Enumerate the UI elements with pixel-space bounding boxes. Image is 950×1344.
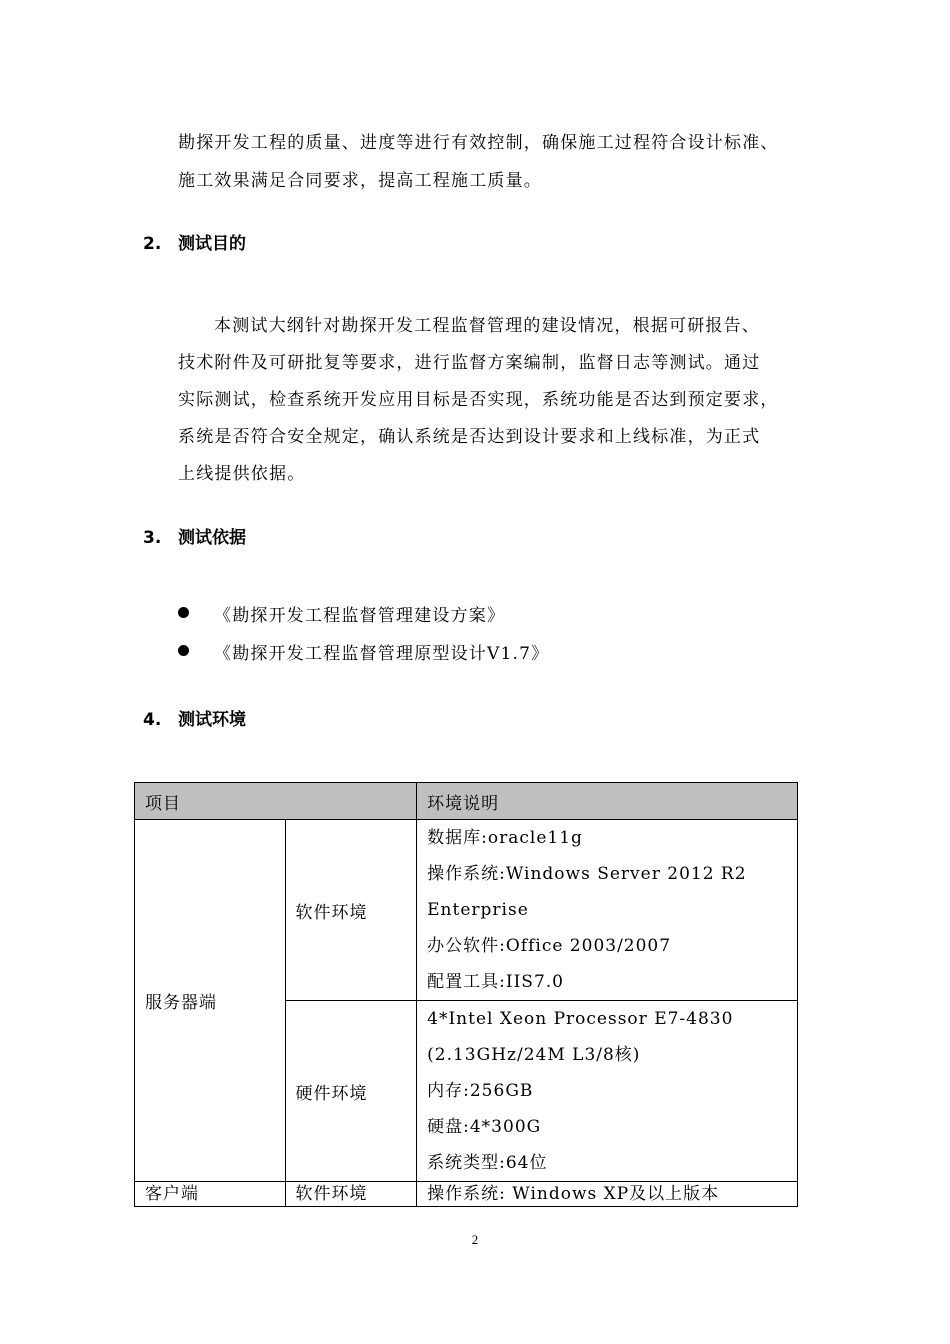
server-hardware-line: 内存:256GB — [427, 1081, 534, 1101]
header-desc: 环境说明 — [417, 783, 798, 820]
table-row — [135, 1182, 798, 1207]
bullet-dot-icon — [178, 645, 189, 656]
server-hardware-line: 系统类型:64位 — [427, 1153, 548, 1173]
server-hardware-line: 硬盘:4*300G — [427, 1117, 542, 1137]
basis-item-1: 《勘探开发工程监督管理建设方案》 — [214, 606, 506, 626]
section-heading-environment — [143, 705, 246, 730]
server-software-line: 办公软件:Office 2003/2007 — [427, 936, 672, 956]
server-software-line: Enterprise — [427, 900, 529, 920]
client-software-desc: 操作系统: Windows XP及以上版本 — [417, 1182, 798, 1207]
section-heading-basis — [143, 523, 246, 548]
server-label: 服务器端 — [135, 820, 286, 1182]
purpose-line-5: 上线提供依据。 — [178, 464, 306, 484]
purpose-line-4: 系统是否符合安全规定，确认系统是否达到设计要求和上线标准，为正式 — [178, 427, 761, 447]
server-software-line: 操作系统:Windows Server 2012 R2 — [427, 864, 747, 884]
server-software-label: 软件环境 — [285, 820, 417, 1001]
section-title: 测试环境 — [178, 710, 246, 730]
client-software-label: 软件环境 — [285, 1182, 417, 1207]
server-hardware-line: (2.13GHz/24M L3/8核) — [427, 1045, 641, 1065]
server-hardware-label: 硬件环境 — [285, 1001, 417, 1182]
basis-item-2: 《勘探开发工程监督管理原型设计V1.7》 — [214, 644, 550, 664]
intro-line-1: 勘探开发工程的质量、进度等进行有效控制，确保施工过程符合设计标准、 — [178, 133, 779, 153]
section-number: 3. — [143, 528, 162, 548]
purpose-line-1: 本测试大纲针对勘探开发工程监督管理的建设情况，根据可研报告、 — [214, 316, 760, 336]
section-number: 4. — [143, 710, 162, 730]
page-number: 2 — [471, 1232, 479, 1247]
server-software-line: 数据库:oracle11g — [427, 828, 583, 848]
table-row — [135, 820, 798, 1001]
server-hardware-line: 4*Intel Xeon Processor E7-4830 — [427, 1009, 734, 1029]
section-title: 测试目的 — [178, 234, 246, 254]
section-heading-purpose — [143, 229, 246, 254]
section-title: 测试依据 — [178, 528, 246, 548]
server-software-line: 配置工具:IIS7.0 — [427, 972, 564, 992]
bullet-dot-icon — [178, 607, 189, 618]
header-item: 项目 — [135, 783, 417, 820]
intro-line-2: 施工效果满足合同要求，提高工程施工质量。 — [178, 171, 542, 191]
purpose-line-3: 实际测试，检查系统开发应用目标是否实现，系统功能是否达到预定要求， — [178, 390, 779, 410]
section-number: 2. — [143, 234, 162, 254]
server-hardware-desc — [417, 1001, 798, 1182]
table-header-row — [135, 783, 798, 820]
client-label: 客户端 — [135, 1182, 286, 1207]
purpose-line-2: 技术附件及可研批复等要求，进行监督方案编制，监督日志等测试。通过 — [178, 353, 761, 373]
server-software-desc — [417, 820, 798, 1001]
environment-table — [134, 782, 798, 1207]
